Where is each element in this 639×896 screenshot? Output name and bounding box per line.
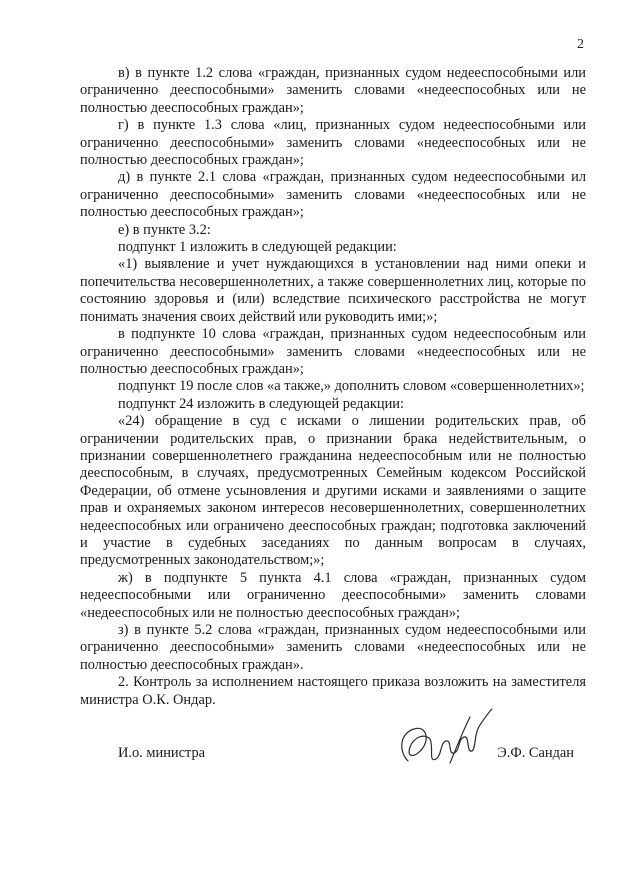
handwritten-signature (390, 703, 500, 783)
signatory-title: И.о. министра (118, 745, 206, 761)
paragraph-v: в) в пункте 1.2 слова «граждан, признанных судом недееспособными или ограниченно дееспособными» заменить словами «недееспособных или не полностью дееспособных граждан»; (80, 65, 586, 116)
signatory-name: Э.Ф. Сандан (497, 745, 574, 761)
page-number: 2 (577, 37, 584, 52)
document-body (80, 65, 586, 709)
paragraph-g: г) в пункте 1.3 слова «лиц, признанных судом недееспособными или ограниченно дееспособными» заменить словами «недееспособных или не полностью дееспособных граждан»; (80, 117, 586, 169)
paragraph-control: 2. Контроль за исполнением настоящего приказа возложить на заместителя министра О.К. Ондар. (80, 674, 586, 708)
paragraph-d: д) в пункте 2.1 слова «граждан, признанных судом недееспособными ил ограниченно дееспособными» заменить словами «недееспособных или не полностью дееспособных граждан»; (80, 169, 586, 221)
paragraph-e: е) в пункте 3.2: (118, 221, 211, 238)
signature-block (80, 735, 586, 795)
paragraph-zh: ж) в подпункте 5 пункта 4.1 слова «граждан, признанных судом недееспособными или ограниченно дееспособными» заменить словами «недееспособных или не полностью дееспособных граждан»; (80, 569, 586, 621)
paragraph-z: з) в пункте 5.2 слова «граждан, признанных судом недееспособными или ограниченно дееспособными» заменить словами «недееспособных или не полностью дееспособных граждан». (80, 622, 586, 673)
paragraph-subpoint-24-intro: подпункт 24 изложить в следующей редакции: (118, 395, 404, 412)
paragraph-subpoint-19: подпункт 19 после слов «а также,» дополнить словом «совершеннолетних»; (118, 378, 585, 395)
paragraph-subpoint-1-intro: подпункт 1 изложить в следующей редакции: (118, 239, 397, 256)
paragraph-subpoint-24-text: «24) обращение в суд с исками о лишении родительских прав, об ограничении родительских прав, о признании брака недействительным, о признании совершеннолетнего гражданина недееспособным или не полностью дееспособным, в случаях, предусмотренных Семейным кодексом Российской Федерации, об отмене усыновления и другими исками и заявлениями о защите прав и охраняемых законом интересов несовершеннолетних, совершеннолетних недееспособных или ограничено дееспособных граждан; подготовка заключений и участие в судебных заседаниях по данным вопросам в случаях, предусмотренных законодательством;»; (80, 413, 586, 569)
paragraph-subpoint-10: в подпункте 10 слова «граждан, признанных судом недееспособным или ограниченно дееспособными» заменить словами «недееспособных или не полностью дееспособных граждан»; (80, 326, 586, 377)
paragraph-subpoint-1-text: «1) выявление и учет нуждающихся в установлении над ними опеки и попечительства несовершеннолетних, а также совершеннолетних лиц, которые по состоянию здоровья и (или) вследствие психического расстройства не могут понимать значения своих действий или руководить ими;»; (80, 256, 586, 325)
